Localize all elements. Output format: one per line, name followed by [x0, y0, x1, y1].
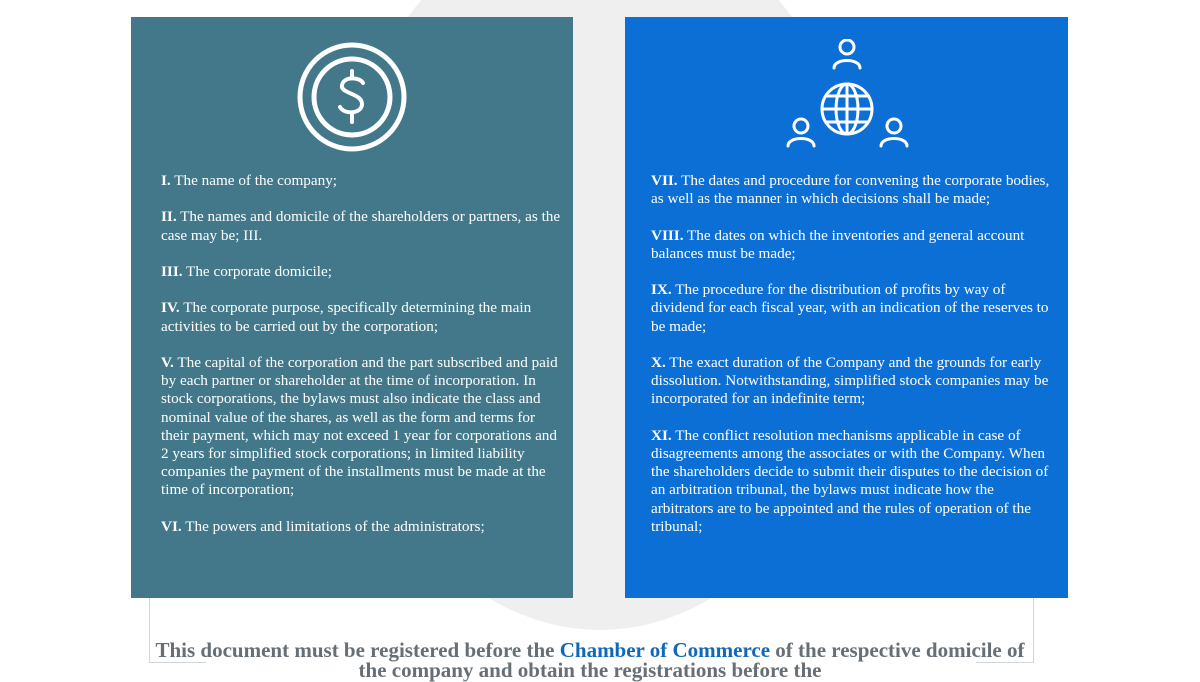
- list-item: VIII. The dates on which the inventories and general account balances must be made;: [651, 226, 1025, 262]
- list-item: VII. The dates and procedure for convening the corporate bodies, as well as the manner in which decisions shall be made;: [651, 172, 1050, 208]
- list-item: II. The names and domicile of the shareholders or partners, as the case may be; III.: [161, 208, 561, 244]
- list-item: VI. The powers and limitations of the administrators;: [161, 517, 485, 535]
- footer-statement: This document must be registered before the Chamber of Commerce of the respective domicile of the company and obtain the registrations before the: [155, 638, 1025, 682]
- left-panel: [131, 17, 573, 598]
- right-items-list: [651, 172, 1058, 554]
- list-item: III. The corporate domicile;: [161, 262, 332, 280]
- list-item: V. The capital of the corporation and the part subscribed and paid by each partner or shareholder at the time of incorporation. In stock corporations, the bylaws must also indicate the class and nominal value of the shares, as well as the form and terms for their payment, which may not exceed 1 year for corporations and 2 years for simplified stock corporations; in limited liability companies the payment of the installments must be made at the time of incorporation;: [161, 353, 558, 499]
- list-item: IX. The procedure for the distribution of profits by way of dividend for each fiscal year, with an indication of the reserves to be made;: [651, 281, 1049, 335]
- list-item: X. The exact duration of the Company and the grounds for early dissolution. Notwithstanding, simplified stock companies may be incorporated for an indefinite term;: [651, 353, 1049, 408]
- list-item: XI. The conflict resolution mechanisms applicable in case of disagreements among the associates or with the Company. When the shareholders decide to submit their disputes to the decision of an arbitration tribunal, the bylaws must indicate how the arbitrators are to be appointed and the rules of operation of the tribunal;: [651, 426, 1049, 535]
- dollar-coin-icon: [131, 39, 573, 169]
- global-network-people-icon: [625, 39, 1068, 169]
- chamber-of-commerce-highlight: Chamber of Commerce: [559, 638, 771, 662]
- left-items-list: [161, 172, 563, 554]
- right-panel: [625, 17, 1068, 598]
- list-item: I. The name of the company;: [161, 172, 338, 189]
- list-item: IV. The corporate purpose, specifically determining the main activities to be carried out by the corporation;: [161, 299, 532, 335]
